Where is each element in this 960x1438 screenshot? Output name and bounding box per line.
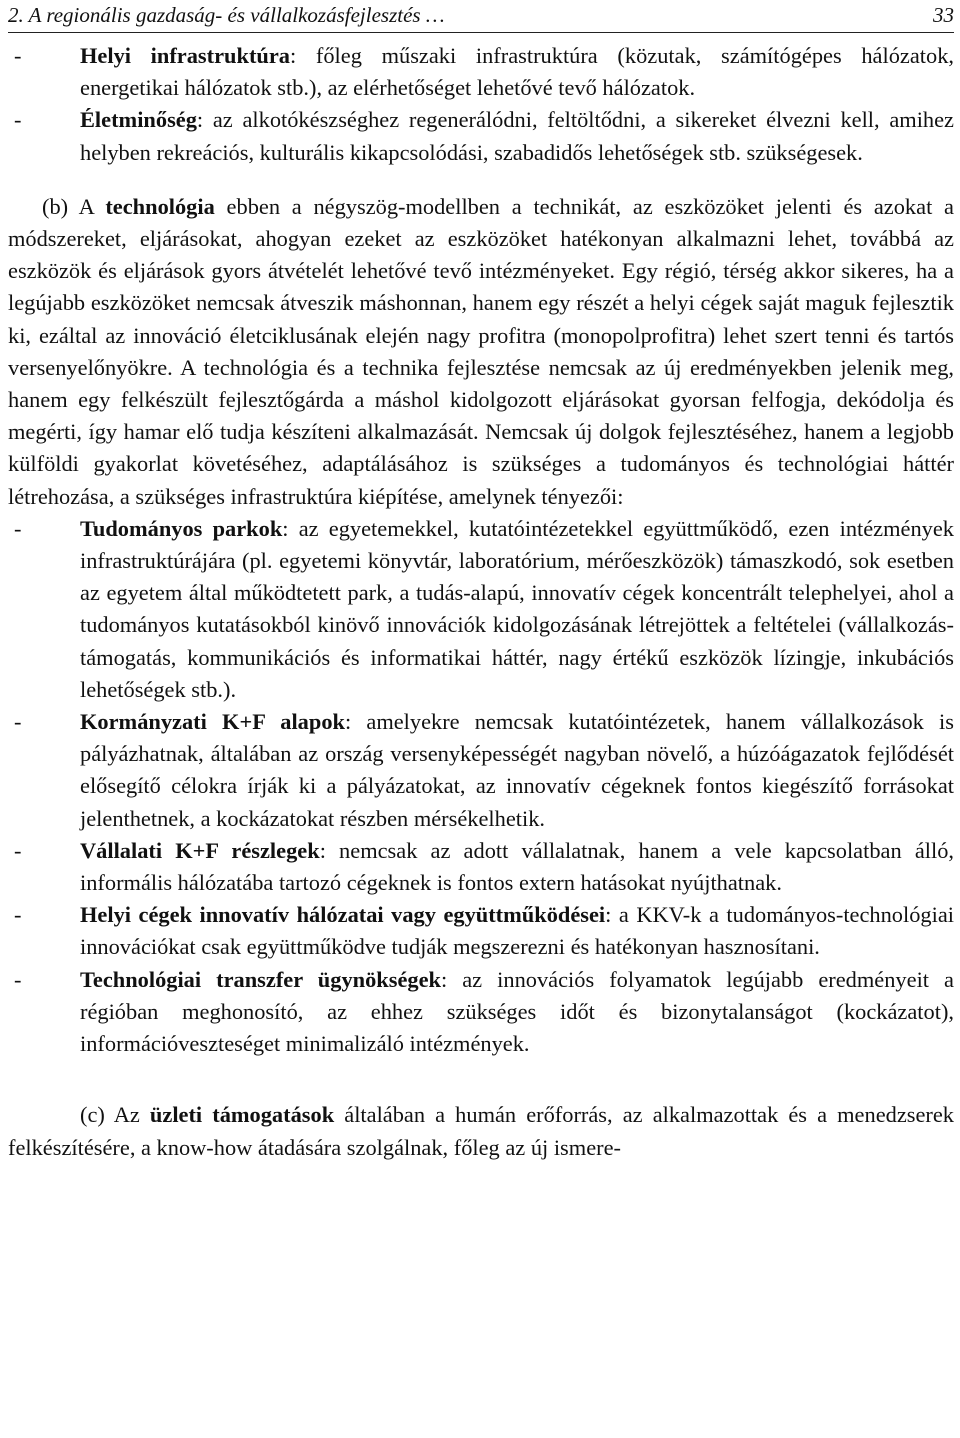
technology-list	[8, 513, 954, 1060]
list-item-text: : az egyetemekkel, kutatóintézetekkel együttműködő, ezen intézmények infrastruktúrájára (pl. egyetemi könyvtár, laboratórium, mérőeszközök) támaszkodó, sok esetben az egyetem által működtetett park, a tudás-alapú, innovatív cégek koncentrált telephelyei, ahol a tudományos kutatásokból kinövő innovációk kidolgozásának létrejöttek a feltételei (vállalkozástámogatás, kommunikációs és informatikai háttér, nagy értékű eszközök lízingje, inkubációs lehetőségek stb.).	[80, 515, 955, 702]
paragraph-text: általában a humán erőforrás, az alkalmazottak és a menedzserek felkészítésére, a know-how átadására szolgálnak, főleg az új ismere-	[8, 1102, 955, 1160]
paragraph-term: technológia	[105, 193, 215, 219]
list-item-term: Tudományos parkok	[80, 515, 283, 541]
document-page	[8, 0, 954, 1164]
list-item	[8, 513, 954, 706]
list-dash: -	[14, 515, 22, 541]
paragraph-prefix: (b) A	[42, 193, 106, 219]
paragraph-text: ebben a négyszög-modellben a technikát, az eszközöket jelenti és azokat a módszereket, eljárásokat, ahogyan ezeket az eszközöket hatékonyan alkalmazni lehet, továbbá az eszközök és eljárások gyors átvételét lehetővé tevő intézményeket. Egy régió, térség akkor sikeres, ha a legújabb eszközöket nemcsak átveszik máshonnan, hanem egy részét a helyi cégek saját maguk fejlesztik ki, ezáltal az innováció életciklusának elején nagy profitra (monopolprofitra) lehet szert tenni és tartós versenyelőnyökre. A technológia és a technika fejlesztése nemcsak az új eredményekben jelenik meg, hanem egy felkészült fejlesztőgárda a máshol kidolgozott eljárásokat gyorsan felfogja, dekódolja és megérti, így hamar elő tudja készíteni alkalmazását. Nemcsak új dolgok fejlesztéséhez, hanem a legjobb külföldi gyakorlat követéséhez, adaptálásához is szükséges a tudományos és technológiai háttér létrehozása, a szükséges infrastruktúra kiépítése, amelynek tényezői:	[8, 193, 954, 509]
paragraph-business-support	[8, 1099, 954, 1163]
list-dash: -	[14, 966, 22, 992]
list-dash: -	[14, 107, 22, 133]
list-item	[8, 899, 954, 963]
list-item-term: Életminőség	[80, 107, 197, 133]
list-item	[8, 40, 954, 104]
list-item-text: : főleg műszaki infrastruktúra (közutak, számítógépes hálózatok, energetikai hálózatok stb.), az elérhetőséget lehetővé tevő hálózatok.	[80, 43, 954, 101]
list-dash: -	[14, 902, 22, 928]
list-item-term: Vállalati K+F részlegek	[80, 837, 320, 863]
list-item-text: : amelyekre nemcsak kutatóintézetek, hanem vállalkozások is pályázhatnak, általában az ország versenyképességét nagyban növelő, a húzóágazatok fejlődését elősegítő célokra írják ki a pályázatokat, az innovatív cégeknek fontos kiegészítő forrásokat jelenthetnek, a kockázatokat részben mérsékelhetik.	[80, 709, 954, 831]
list-item-term: Helyi cégek innovatív hálózatai vagy együttműködései	[80, 902, 606, 928]
list-dash: -	[14, 709, 22, 735]
list-dash: -	[14, 837, 22, 863]
paragraph-prefix: (c) Az	[80, 1102, 150, 1128]
list-item	[8, 835, 954, 899]
chapter-title: 2. A regionális gazdaság- és vállalkozásfejlesztés …	[8, 3, 445, 27]
body-text	[8, 40, 954, 1164]
paragraph-term: üzleti támogatások	[149, 1102, 335, 1128]
list-item-term: Helyi infrastruktúra	[80, 43, 290, 68]
infrastructure-list	[8, 40, 954, 169]
list-item-term: Technológiai transzfer ügynökségek	[80, 966, 441, 992]
list-item	[8, 964, 954, 1061]
list-item-term: Kormányzati K+F alapok	[80, 709, 345, 735]
list-item-text: : az innovációs folyamatok legújabb eredményeit a régióban meghonosító, az ehhez szükséges időt és bizonytalanságot (kockázatot), információveszteséget minimalizáló intézmények.	[80, 966, 954, 1057]
paragraph-technology	[8, 191, 954, 513]
list-item	[8, 104, 954, 168]
list-dash: -	[14, 43, 22, 68]
page-number: 33	[933, 3, 954, 27]
list-item	[8, 706, 954, 835]
list-item-text: : az alkotókészséghez regenerálódni, feltöltődni, a sikereket élvezni kell, amihez helyben rekreációs, kulturális kikapcsolódási, szabadidős lehetőségek stb. szükségesek.	[80, 107, 954, 165]
running-header	[8, 0, 954, 33]
list-item-text: : nemcsak az adott vállalatnak, hanem a vele kapcsolatban álló, informális hálózatába tartozó cégeknek is fontos extern hatásokat nyújthatnak.	[80, 837, 954, 896]
list-item-text: : a KKV-k a tudományos-technológiai innovációkat csak együttműködve tudják megszerezni és hatékonyan hasznosítani.	[80, 902, 954, 960]
